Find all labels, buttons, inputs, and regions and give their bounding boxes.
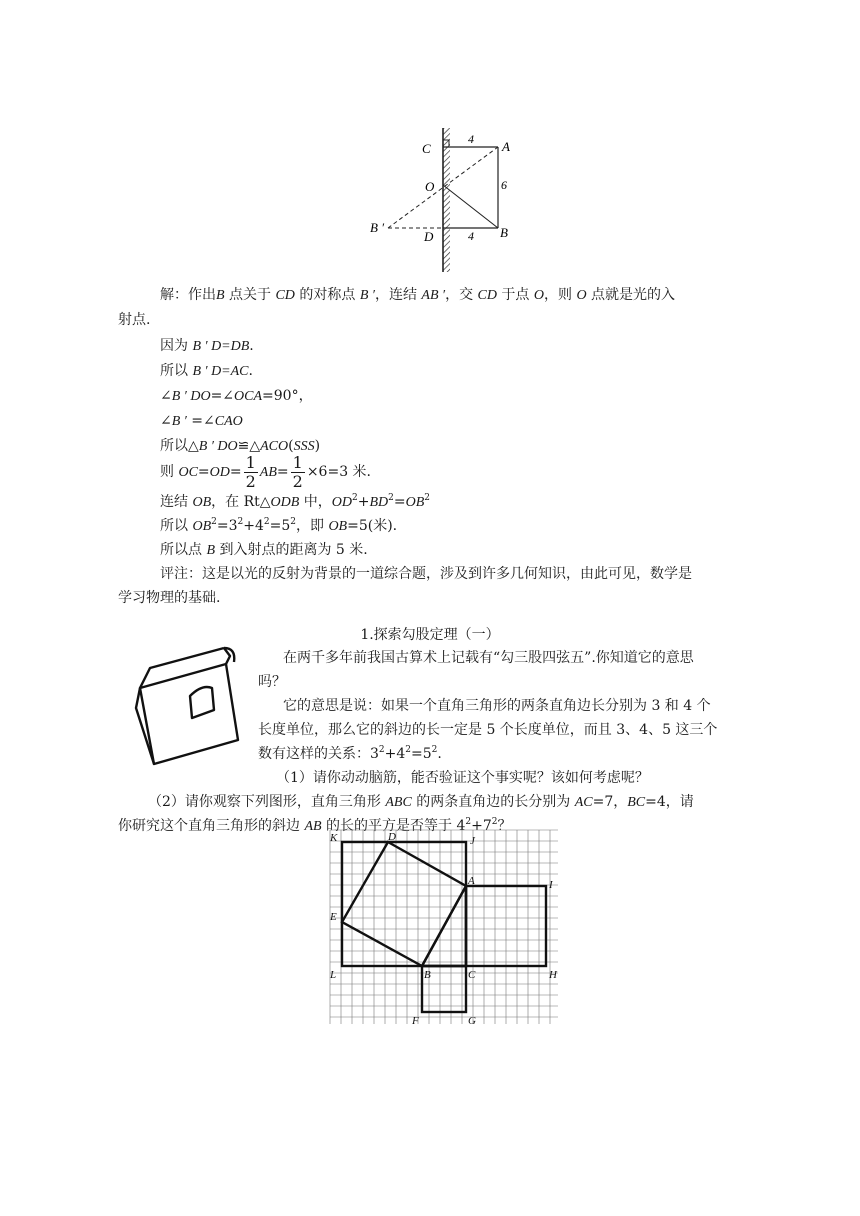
mirror-hatch (443, 128, 450, 272)
section-paragraph-2: 它的意思是说：如果一个直角三角形的两条直角边长分别为 3 和 4 个 (283, 698, 711, 714)
question-1: （1）请你动动脑筋，能否验证这个事实呢？该如何考虑呢？ (276, 770, 649, 786)
section-paragraph-2-cont2: 数有这样的关系：$3^2+4^2=5^2$. (258, 745, 442, 762)
label-right-length: 6 (501, 178, 507, 192)
solution-line-10: 所以点 B 到入射点的距离为 5 米. (160, 542, 368, 558)
grid-label-e: E (330, 911, 337, 923)
fraction-half-1: $\frac{1}{2}$ (245, 452, 256, 491)
section-paragraph-1: 在两千多年前我国古算术上记载有“勾三股四弦五”.你知道它的意思 (283, 650, 694, 666)
box-illustration (130, 640, 246, 770)
grid-label-k: K (330, 832, 338, 844)
label-top-length: 4 (468, 132, 474, 146)
solution-line-6: 所以△B ′ DO≌△ACO(SSS) (160, 438, 321, 454)
grid-label-d: D (388, 831, 396, 843)
grid-label-h: H (549, 969, 557, 981)
label-c: C (422, 141, 431, 156)
box-left-side (136, 688, 154, 764)
grid-label-j: J (470, 835, 475, 847)
solution-line-3: 所以 B ′ D=AC. (160, 363, 253, 379)
grid-label-f: F (412, 1015, 419, 1027)
solution-line-5: ∠B ′ =∠CAO (160, 413, 243, 429)
solution-comment-cont: 学习物理的基础. (118, 590, 221, 606)
solution-line-8: 连结 OB，在 Rt△ODB 中，$OD^2+BD^2=OB^2$ (160, 493, 430, 510)
label-b: B (500, 225, 508, 240)
grid-label-c: C (468, 969, 476, 981)
segment-ob (443, 185, 498, 228)
tilted-square-d-a-b-e (342, 842, 466, 966)
solution-comment: 评注：这是以光的反射为背景的一道综合题，涉及到许多几何知识，由此可见，数学是 (160, 566, 692, 582)
label-bottom-length: 4 (468, 229, 474, 243)
question-2-cont: 你研究这个直角三角形的斜边 AB 的长的平方是否等于 $4^2+7^2$？ (118, 817, 512, 834)
grid-label-g: G (468, 1015, 476, 1027)
solution-line-9: 所以 $OB^2=3^2+4^2=5^2$，即 OB=5(米). (160, 517, 398, 534)
label-o: O (425, 179, 435, 194)
square-k-j-b-l (342, 842, 466, 966)
section-paragraph-2-cont: 长度单位，那么它的斜边的长一定是 5 个长度单位，而且 3、4、5 这三个 (258, 722, 718, 738)
label-a: A (502, 139, 510, 154)
solution-line-1: 解：作出B 点关于 CD 的对称点 B ′，连结 AB ′，交 CD 于点 O，则 O 点就是光的入 (160, 287, 676, 303)
solution-line-2: 因为 B ′ D=DB. (160, 338, 254, 354)
section-paragraph-1-cont: 吗？ (258, 674, 286, 690)
solution-line-4: ∠B ′ DO=∠OCA=90°， (160, 388, 313, 404)
mirror-reflection-figure (370, 128, 520, 274)
hypotenuse-ab (422, 886, 466, 966)
pythagorean-grid-figure (320, 826, 560, 1030)
grid-label-l: L (330, 969, 337, 981)
question-2: （2）请你观察下列图形，直角三角形 ABC 的两条直角边的长分别为 AC=7，BC=4，请 (148, 794, 694, 810)
solution-line-7: 则 OC=OD= $\frac{1}{2}$ AB= $\frac{1}{2}$ ×6=3 米. (160, 452, 372, 491)
fraction-half-2: $\frac{1}{2}$ (292, 452, 303, 491)
solution-line-1-cont: 射点. (118, 312, 151, 328)
label-d: D (424, 229, 434, 244)
label-b-prime: B ′ (370, 220, 385, 235)
grid-label-b: B (424, 969, 431, 981)
section-title: 1.探索勾股定理（一） (360, 627, 500, 643)
box-window (190, 687, 214, 718)
box-front-face (140, 664, 238, 764)
grid-label-i: I (549, 879, 553, 891)
box-top-right (224, 648, 230, 664)
grid-label-a: A (468, 875, 475, 887)
